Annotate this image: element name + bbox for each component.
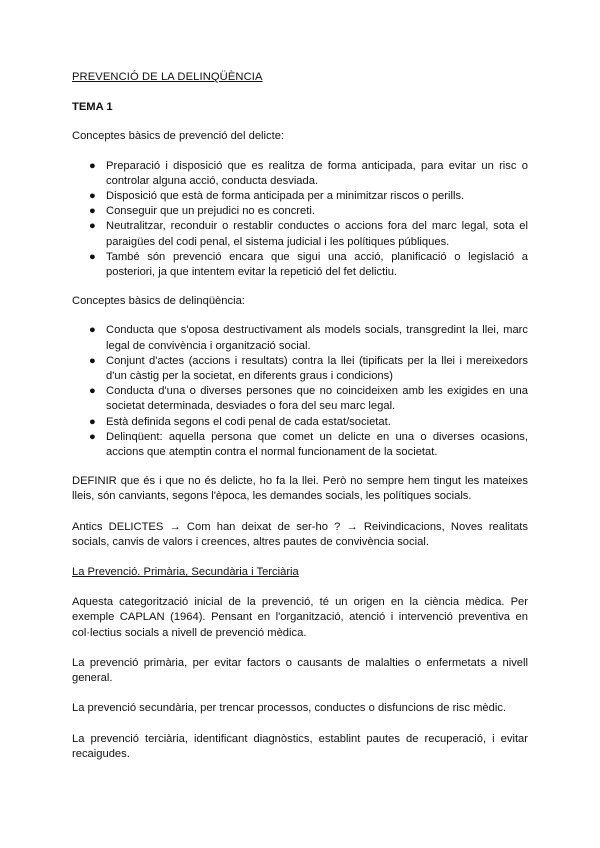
delinquency-concepts-intro: Conceptes bàsics de delinqüència: xyxy=(72,295,245,308)
bullet-icon: ● xyxy=(89,190,96,203)
list-item: ● Conducta que s'oposa destructivament als models socials, transgredint la llei, marc legal de convivència i organització social. xyxy=(89,324,528,352)
bullet-icon: ● xyxy=(89,324,96,337)
prevention-concepts-list xyxy=(72,159,528,281)
document-title: PREVENCIÓ DE LA DELINQÜÈNCIA xyxy=(72,71,263,83)
primary-prevention-paragraph: La prevenció primària, per evitar factors o causants de malalties o enfermetats a nivell general. xyxy=(72,656,528,685)
tertiary-prevention-paragraph: La prevenció terciària, identificant diagnòstics, establint pautes de recuperació, i evitar recaigudes. xyxy=(72,732,528,760)
secondary-prevention-paragraph: La prevenció secundària, per trencar processos, conductes o disfuncions de risc mèdic. xyxy=(72,702,507,715)
list-item: ● Disposició que està de forma anticipada per a minimitzar riscos o perills. xyxy=(106,189,528,204)
bullet-icon: ● xyxy=(89,220,96,233)
list-item: ● Delinqüent: aquella persona que comet un delicte en una o diverses ocasions, accions que atemptin contra el normal funcionament de la societat. xyxy=(89,430,528,459)
tema-heading: TEMA 1 xyxy=(72,101,113,114)
bullet-icon: ● xyxy=(89,385,96,398)
delinquency-concepts-list xyxy=(72,323,528,460)
list-item: ● També són prevenció encara que sigui una acció, planificació o legislació a posteriori, ja que intentem evitar la repetició del fet delictiu. xyxy=(89,250,528,279)
bullet-icon: ● xyxy=(89,430,96,443)
definir-paragraph: DEFINIR que és i que no és delicte, ho fa la llei. Però no sempre hem tingut les mateixes lleis, són canviants, segons l'època, les demandes socials, les polítiques socials. xyxy=(72,475,528,503)
list-item: ● Neutralitzar, reconduir o restablir conductes o accions fora del marc legal, sota el paraigües del codi penal, el sistema judicial i les polítiques públiques. xyxy=(89,220,528,248)
list-item: ● Conjunt d'actes (accions i resultats) contra la llei (tipificats per la llei i mereixedors d'un càstig per la societat, en diferents graus i condicions) xyxy=(89,354,528,383)
bullet-icon: ● xyxy=(89,415,96,428)
prevention-types-title: La Prevenció. Primària, Secundària i Terciària xyxy=(72,566,299,579)
bullet-icon: ● xyxy=(89,250,96,263)
list-item: ● Conducta d'una o diverses persones que no coincideixen amb les exigides en una societat determinada, desviades o fora del seu marc legal. xyxy=(89,385,528,413)
prevention-origin-paragraph: Aquesta categorització inicial de la prevenció, té un origen en la ciència mèdica. Per exemple CAPLAN (1964). Pensant en l'organització, atenció i intervenció preventiva en col·lectius socials a nivell de prevenció mèdica. xyxy=(72,596,528,639)
bullet-icon: ● xyxy=(89,159,96,172)
list-item: ● Està definida segons el codi penal de cada estat/societat. xyxy=(106,415,528,430)
list-item: ● Preparació i disposició que es realitza de forma anticipada, para evitar un risc o controlar alguna acció, conducta desviada. xyxy=(89,159,528,187)
list-item: ● Conseguir que un prejudici no es concreti. xyxy=(106,204,528,219)
bullet-icon: ● xyxy=(89,205,96,218)
antics-delictes-paragraph: Antics DELICTES → Com han deixat de ser-ho ? → Reivindicacions, Noves realitats socials, canvis de valors i creences, altres pautes de convivència social. xyxy=(72,520,528,548)
prevention-concepts-intro: Conceptes bàsics de prevenció del delicte: xyxy=(72,130,285,143)
bullet-icon: ● xyxy=(89,354,96,367)
